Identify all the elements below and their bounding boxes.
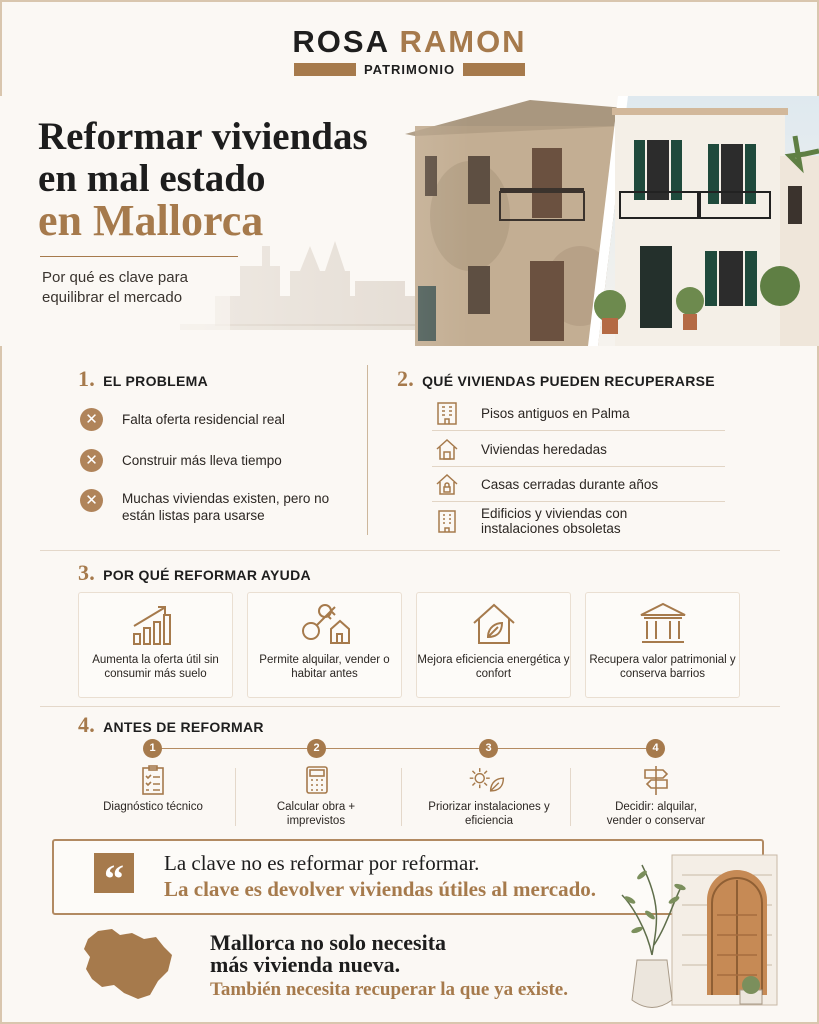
closing-line1: Mallorca no solo necesita (210, 930, 447, 955)
house-icon (432, 436, 462, 462)
step-label: Calcular obra + imprevistos (276, 801, 356, 827)
benefit-card (247, 592, 402, 698)
old-building-icon (432, 508, 462, 534)
brand-subtitle: PATRIMONIO (363, 62, 456, 77)
brand-bar-left (294, 63, 356, 76)
section3-number: 3. (78, 560, 96, 585)
step-separator (401, 768, 402, 826)
hero-banner (0, 96, 819, 346)
step-number: 4 (646, 739, 665, 758)
brand-name-part2: RAMON (399, 24, 527, 59)
section3-title (78, 560, 311, 586)
section1-number: 1. (78, 366, 96, 391)
closing-line3: También necesita recuperar la que ya existe. (210, 979, 568, 1000)
x-icon: ✕ (80, 489, 103, 512)
x-icon: ✕ (80, 408, 103, 431)
step-separator (235, 768, 236, 826)
recover-item-label: Edificios y viviendas con instalaciones obsoletas (481, 505, 628, 536)
recover-item (432, 467, 725, 502)
step-number: 1 (143, 739, 162, 758)
benefit-card-label: Recupera valor patrimonial y conserva barrios (589, 654, 736, 680)
benefit-card-label: Aumenta la oferta útil sin consumir más suelo (92, 654, 219, 680)
benefit-card (416, 592, 571, 698)
step-separator (570, 768, 571, 826)
section1-title-text: EL PROBLEMA (103, 373, 209, 389)
hero-title-line2: en mal estado (38, 157, 266, 200)
section4-title-text: ANTES DE REFORMAR (103, 719, 264, 735)
steps-timeline (153, 748, 656, 749)
hero-title-line1: Reformar viviendas (38, 115, 368, 158)
benefit-card-label: Mejora eficiencia energética y confort (417, 654, 570, 680)
growth-chart-icon (79, 593, 232, 649)
recover-item (432, 503, 725, 538)
section4-number: 4. (78, 712, 96, 737)
problem-item-2: Construir más lleva tiempo (122, 453, 282, 468)
heritage-building-icon (586, 593, 739, 649)
locked-house-icon (432, 471, 462, 497)
brand-name-part1: ROSA (292, 24, 389, 59)
brand-subtitle-row (0, 62, 819, 77)
section2-number: 2. (397, 366, 415, 391)
quote-line1: La clave no es reformar por reformar. (164, 851, 480, 875)
step-label: Decidir: alquilar, vender o conservar (606, 801, 706, 827)
recover-item-label: Viviendas heredadas (481, 441, 607, 457)
brand-name (0, 24, 819, 60)
doorway-illustration (612, 845, 782, 1020)
hero-title-line3: en Mallorca (38, 196, 264, 245)
signpost-icon (636, 764, 676, 796)
hero-divider (40, 256, 238, 257)
step-number: 3 (479, 739, 498, 758)
problem-item-3: Muchas viviendas existen, pero no están listas para usarse (122, 491, 330, 523)
hero-subtitle: Por qué es clave para equilibrar el mercado (42, 269, 188, 306)
eco-house-icon (417, 593, 570, 649)
quote-icon: “ (94, 853, 134, 893)
closing-statement (210, 932, 446, 976)
step-label: Priorizar instalaciones y eficiencia (428, 801, 550, 827)
section-divider-vertical (367, 365, 368, 535)
benefit-card-label: Permite alquilar, vender o habitar antes (259, 654, 390, 680)
benefit-card (585, 592, 740, 698)
checklist-icon (133, 764, 173, 796)
gear-leaf-icon (467, 764, 507, 796)
section2-title (397, 366, 715, 392)
section2-title-text: QUÉ VIVIENDAS PUEDEN RECUPERARSE (422, 373, 715, 389)
section3-title-text: POR QUÉ REFORMAR AYUDA (103, 567, 311, 583)
building-icon (432, 400, 462, 426)
problem-item-1: Falta oferta residencial real (122, 412, 285, 427)
calculator-icon (297, 764, 337, 796)
recover-item-label: Pisos antiguos en Palma (481, 405, 630, 421)
section-divider (40, 550, 780, 551)
hero-title (38, 115, 368, 245)
recover-item (432, 432, 725, 467)
section4-title (78, 712, 264, 738)
keys-icon (248, 593, 401, 649)
recover-item-label: Casas cerradas durante años (481, 476, 659, 492)
step-number: 2 (307, 739, 326, 758)
section1-title (78, 366, 208, 392)
x-icon: ✕ (80, 449, 103, 472)
closing-line2: más vivienda nueva. (210, 952, 401, 977)
step-label: Diagnóstico técnico (103, 801, 203, 813)
benefit-card (78, 592, 233, 698)
section-divider (40, 706, 780, 707)
quote-line2: La clave es devolver viviendas útiles al mercado. (164, 877, 597, 901)
brand-bar-right (463, 63, 525, 76)
brand-logo (0, 24, 819, 77)
mallorca-map-icon (80, 925, 180, 1005)
recover-item (432, 396, 725, 431)
